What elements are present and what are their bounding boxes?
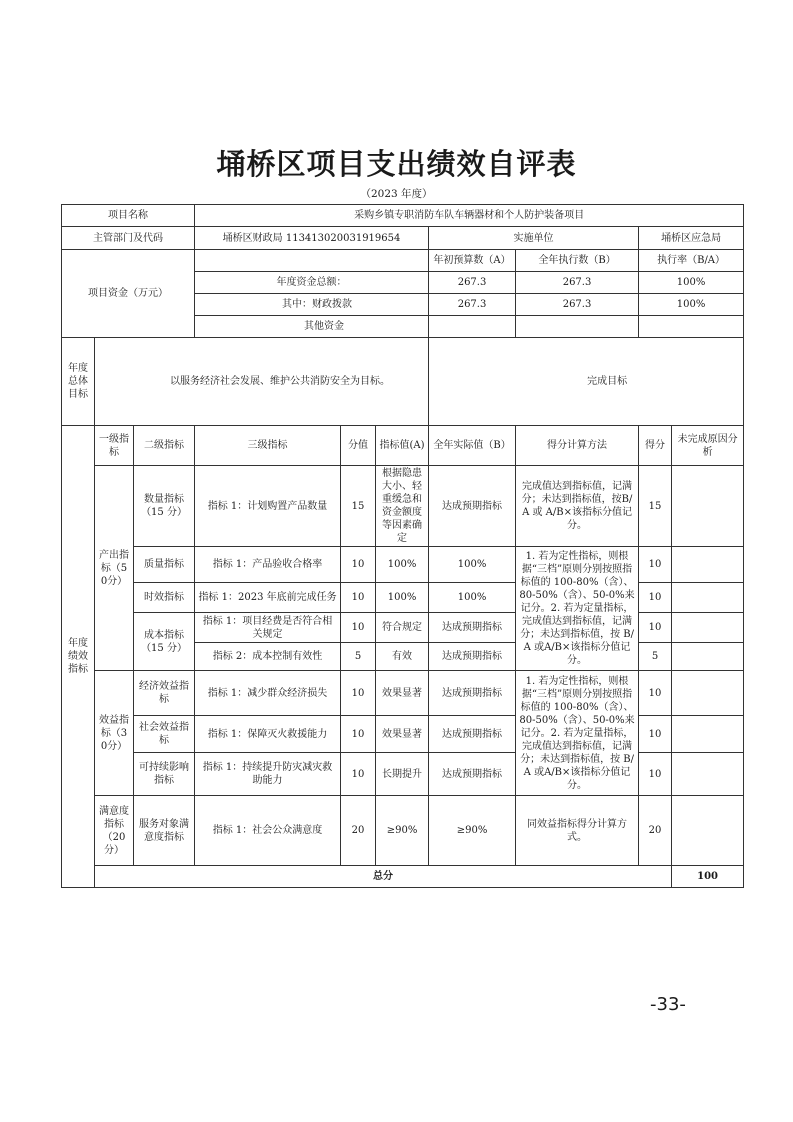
funds-label: 项目资金（万元）	[62, 250, 195, 338]
header-level1: 一级指标	[95, 426, 134, 466]
level3-cell: 指标 1：减少群众经济损失	[195, 671, 341, 716]
reason-cell	[672, 671, 744, 716]
target-cell: 100%	[376, 547, 429, 583]
funds-row-budget: 267.3	[429, 294, 516, 316]
level3-cell: 指标 1：持续提升防灾减灾救助能力	[195, 753, 341, 796]
actual-cell: 达成预期指标	[429, 716, 516, 753]
weight-cell: 10	[341, 671, 376, 716]
header-level3: 三级指标	[195, 426, 341, 466]
funds-row-exec	[516, 316, 639, 338]
level3-cell: 指标 2：成本控制有效性	[195, 643, 341, 671]
funds-row-exec: 267.3	[516, 294, 639, 316]
col-rate-header: 执行率（B/A）	[639, 250, 744, 272]
funds-row-budget: 267.3	[429, 272, 516, 294]
impl-unit-label: 实施单位	[429, 227, 639, 250]
reason-cell	[672, 466, 744, 547]
dept-label: 主管部门及代码	[62, 227, 195, 250]
col-budget-header: 年初预算数（A）	[429, 250, 516, 272]
score-cell: 15	[639, 466, 672, 547]
actual-cell: 达成预期指标	[429, 613, 516, 643]
goal-done-label: 完成目标	[429, 338, 744, 426]
indicators-section-label: 年度绩效指标	[62, 426, 95, 888]
reason-cell	[672, 547, 744, 583]
score-cell: 20	[639, 796, 672, 866]
actual-cell: 100%	[429, 583, 516, 613]
funds-row-label: 其他资金	[195, 316, 429, 338]
goal-text: 以服务经济社会发展、维护公共消防安全为目标。	[95, 338, 429, 426]
method-cell: 1. 若为定性指标，则根据“三档”原则分别按照指标值的 100-80%（含）、80-50%（含）、50-0%来记分。2. 若为定量指标，完成值达到指标值，记满分；未达到指标值，按 B/A 或A/B×该指标分值记分。	[516, 671, 639, 796]
weight-cell: 20	[341, 796, 376, 866]
target-cell: ≥90%	[376, 796, 429, 866]
level3-cell: 指标 1：社会公众满意度	[195, 796, 341, 866]
funds-row-budget	[429, 316, 516, 338]
actual-cell: 达成预期指标	[429, 466, 516, 547]
score-cell: 5	[639, 643, 672, 671]
header-level2: 二级指标	[134, 426, 195, 466]
weight-cell: 5	[341, 643, 376, 671]
target-cell: 根据隐患大小、轻重缓急和资金额度等因素确定	[376, 466, 429, 547]
target-cell: 符合规定	[376, 613, 429, 643]
level3-cell: 指标 1：产品验收合格率	[195, 547, 341, 583]
page-subtitle: （2023 年度）	[360, 188, 433, 200]
level2-cell: 经济效益指标	[134, 671, 195, 716]
method-cell: 同效益指标得分计算方式。	[516, 796, 639, 866]
project-name-value: 采购乡镇专职消防车队车辆器材和个人防护装备项目	[195, 205, 744, 227]
project-name-label: 项目名称	[62, 205, 195, 227]
target-cell: 效果显著	[376, 671, 429, 716]
level2-cell: 可持续影响指标	[134, 753, 195, 796]
funds-row-label: 年度资金总额：	[195, 272, 429, 294]
page-number: -33-	[650, 994, 686, 1015]
reason-cell	[672, 643, 744, 671]
effect-indicator-label: 效益指标（30分）	[95, 671, 134, 796]
page-title: 埇桥区项目支出绩效自评表	[216, 147, 577, 181]
actual-cell: 达成预期指标	[429, 671, 516, 716]
header-target: 指标值(A)	[376, 426, 429, 466]
funds-row-exec: 267.3	[516, 272, 639, 294]
weight-cell: 10	[341, 753, 376, 796]
goal-label: 年度总体目标	[62, 338, 95, 426]
output-indicator-label: 产出指标（50分）	[95, 466, 134, 671]
actual-cell: 达成预期指标	[429, 753, 516, 796]
header-weight: 分值	[341, 426, 376, 466]
col-exec-header: 全年执行数（B）	[516, 250, 639, 272]
reason-cell	[672, 613, 744, 643]
level2-cell: 服务对象满意度指标	[134, 796, 195, 866]
funds-row-rate	[639, 316, 744, 338]
target-cell: 100%	[376, 583, 429, 613]
header-method: 得分计算方法	[516, 426, 639, 466]
header-reason: 未完成原因分析	[672, 426, 744, 466]
level2-cell: 成本指标（15 分）	[134, 613, 195, 671]
reason-cell	[672, 716, 744, 753]
level2-cell: 时效指标	[134, 583, 195, 613]
evaluation-table	[61, 204, 744, 888]
funds-row-label: 其中：财政拨款	[195, 294, 429, 316]
weight-cell: 10	[341, 613, 376, 643]
weight-cell: 10	[341, 716, 376, 753]
weight-cell: 10	[341, 583, 376, 613]
funds-header-blank	[195, 250, 429, 272]
total-label: 总分	[95, 866, 672, 888]
header-score: 得分	[639, 426, 672, 466]
level3-cell: 指标 1：项目经费是否符合相关规定	[195, 613, 341, 643]
level2-cell: 质量指标	[134, 547, 195, 583]
score-cell: 10	[639, 716, 672, 753]
weight-cell: 10	[341, 547, 376, 583]
target-cell: 效果显著	[376, 716, 429, 753]
reason-cell	[672, 796, 744, 866]
score-cell: 10	[639, 753, 672, 796]
satisfaction-indicator-label: 满意度指标（20分）	[95, 796, 134, 866]
level3-cell: 指标 1：2023 年底前完成任务	[195, 583, 341, 613]
level3-cell: 指标 1：计划购置产品数量	[195, 466, 341, 547]
weight-cell: 15	[341, 466, 376, 547]
funds-row-rate: 100%	[639, 294, 744, 316]
level2-cell: 数量指标（15 分）	[134, 466, 195, 547]
header-actual: 全年实际值（B）	[429, 426, 516, 466]
score-cell: 10	[639, 547, 672, 583]
dept-value: 埇桥区财政局 113413020031919654	[195, 227, 429, 250]
funds-row-rate: 100%	[639, 272, 744, 294]
method-cell: 完成值达到指标值，记满分；未达到指标值，按B/A 或 A/B×该指标分值记分。	[516, 466, 639, 547]
impl-unit-value: 埇桥区应急局	[639, 227, 744, 250]
target-cell: 有效	[376, 643, 429, 671]
actual-cell: 达成预期指标	[429, 643, 516, 671]
reason-cell	[672, 583, 744, 613]
level2-cell: 社会效益指标	[134, 716, 195, 753]
target-cell: 长期提升	[376, 753, 429, 796]
level3-cell: 指标 1：保障灭火救援能力	[195, 716, 341, 753]
score-cell: 10	[639, 583, 672, 613]
total-score: 100	[672, 866, 744, 888]
reason-cell	[672, 753, 744, 796]
score-cell: 10	[639, 613, 672, 643]
score-cell: 10	[639, 671, 672, 716]
actual-cell: 100%	[429, 547, 516, 583]
actual-cell: ≥90%	[429, 796, 516, 866]
method-cell: 1. 若为定性指标，则根据“三档”原则分别按照指标值的 100-80%（含）、80-50%（含）、50-0%来记分。2. 若为定量指标，完成值达到指标值，记满分；未达到指标值，按 B/A 或A/B×该指标分值记分。	[516, 547, 639, 671]
